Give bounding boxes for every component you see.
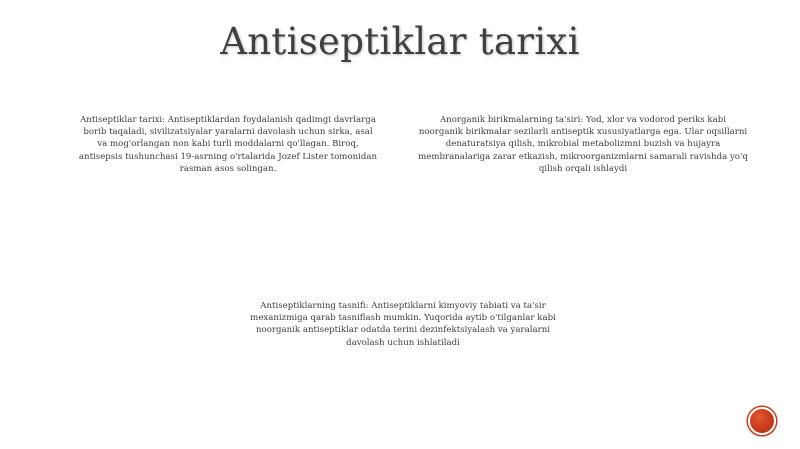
paragraph-inorganic: Anorganik birikmalarning ta'siri: Yod, xlor va vodorod periks kabi noorganik birikmalar sezilarli antiseptik xususiyatlarga ega. Ular oqsillarni denaturatsiya qilish, mikrobial metabolizmni buzish va hujayra membranalariga zarar etkazish, mikroorganizmlarni samarali ravishda yo'q qilish orqali ishlaydi [418,115,748,174]
slide-title: Antiseptiklar tarixi [220,20,580,63]
paragraph-history: Antiseptiklar tarixi: Antiseptiklardan foydalanish qadimgi davrlarga borib taqaladi, sivilizatsiyalar yaralarni davolash uchun sirka, asal va mog'orlangan non kabi turli moddalarni qo'llagan. Biroq, antisepsis tushunchasi 19-asrning o'rtalarida Jozef Lister tomonidan rasman asos solingan. [78,115,378,174]
circle-button-icon[interactable] [748,407,776,435]
paragraph-classification: Antiseptiklarning tasnifi: Antiseptiklarni kimyoviy tabiati va ta'sir mexanizmiga qarab tasniflash mumkin. Yuqorida aytib o'tilganlar kabi noorganik antiseptiklar odatda terini dezinfektsiyalash va yaralarni davolash uchun ishlatiladi [250,301,556,348]
